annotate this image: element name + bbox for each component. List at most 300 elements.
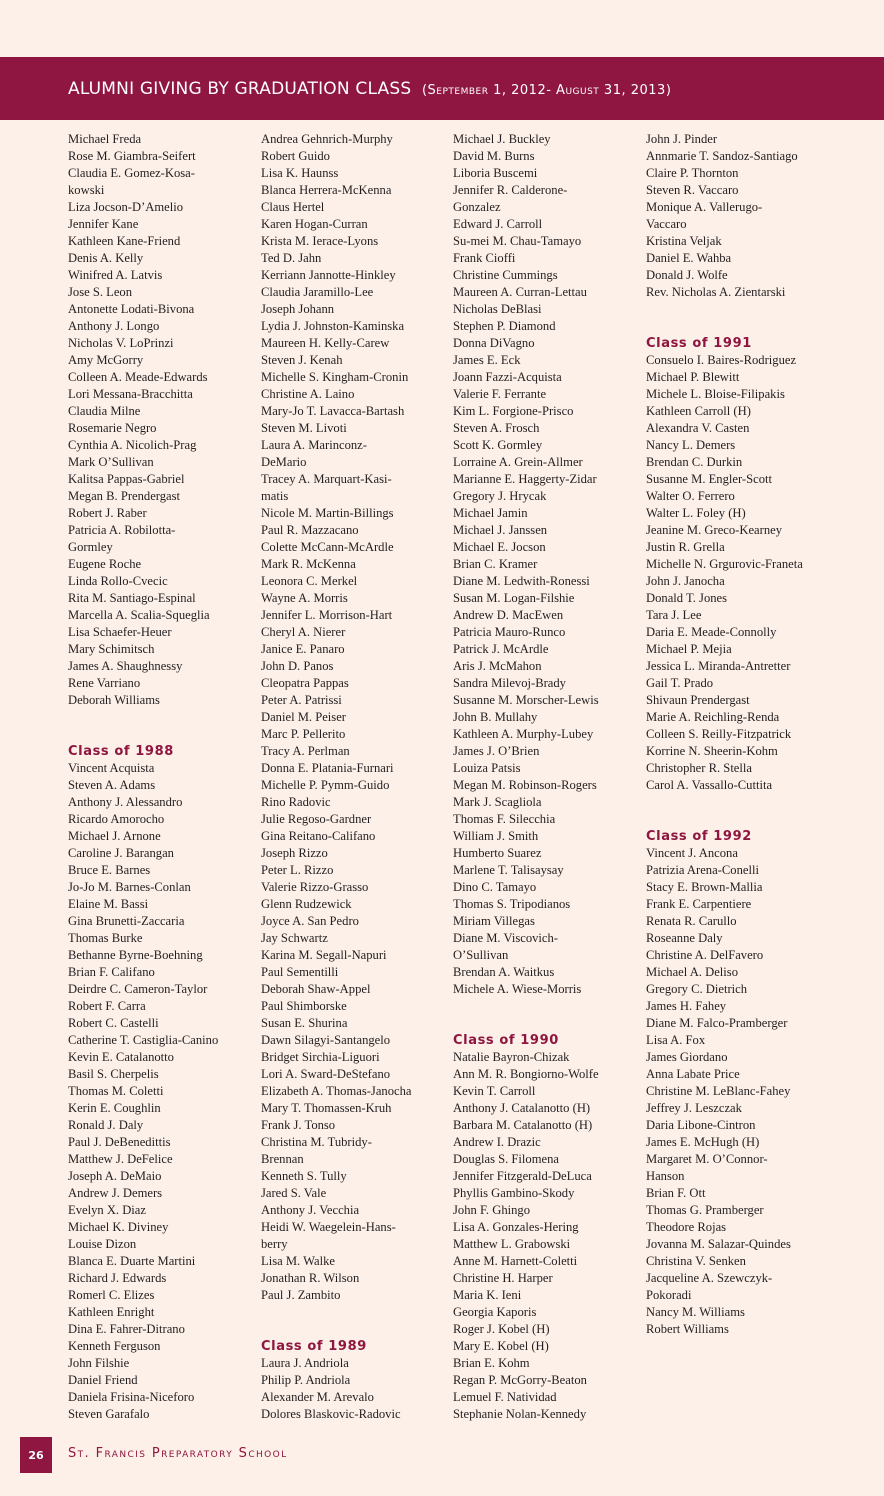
donor-name: Lisa A. Fox bbox=[646, 1033, 706, 1047]
donor-name: Gonzalez bbox=[453, 200, 501, 214]
donor-name: Christine A. Laino bbox=[261, 387, 355, 401]
donor-name: James E. Eck bbox=[453, 353, 521, 367]
donor-name: Annmarie T. Sandoz-Santiago bbox=[646, 149, 798, 163]
donor-name: Lisa A. Gonzales-Hering bbox=[453, 1220, 579, 1234]
donor-name: Nicholas DeBlasi bbox=[453, 302, 542, 316]
donor-name: James J. O’Brien bbox=[453, 744, 540, 758]
donor-name: Andrew J. Demers bbox=[68, 1186, 163, 1200]
donor-name: Lorraine A. Grein-Allmer bbox=[453, 455, 583, 469]
donor-name: Cheryl A. Nierer bbox=[261, 625, 346, 639]
donor-name: Michelle P. Pymm-Guido bbox=[261, 778, 390, 792]
donor-name: Gina Brunetti-Zaccaria bbox=[68, 914, 185, 928]
donor-name: Monique A. Vallerugo- bbox=[646, 200, 763, 214]
donor-name: Kevin E. Catalanotto bbox=[68, 1050, 174, 1064]
donor-name: Christine M. LeBlanc-Fahey bbox=[646, 1084, 791, 1098]
donor-name: Lori Messana-Bracchitta bbox=[68, 387, 193, 401]
donor-name: Jennifer Fitzgerald-DeLuca bbox=[453, 1169, 592, 1183]
donor-name: Patricia A. Robilotta- bbox=[68, 523, 176, 537]
donor-name: Thomas S. Tripodianos bbox=[453, 897, 571, 911]
donor-name: Leonora C. Merkel bbox=[261, 574, 358, 588]
donor-name: Brian F. Califano bbox=[68, 965, 155, 979]
donor-name: Paul Sementilli bbox=[261, 965, 339, 979]
donor-name: Brian F. Ott bbox=[646, 1186, 706, 1200]
donor-name: Mary-Jo T. Lavacca-Bartash bbox=[261, 404, 405, 418]
donor-name: Susan M. Logan-Filshie bbox=[453, 591, 575, 605]
donor-name: Mary E. Kobel (H) bbox=[453, 1339, 549, 1353]
donor-name: Paul J. Zambito bbox=[261, 1288, 341, 1302]
donor-name: Scott K. Gormley bbox=[453, 438, 543, 452]
donor-name: Donald J. Wolfe bbox=[646, 268, 728, 282]
donor-name: Steven R. Vaccaro bbox=[646, 183, 739, 197]
donor-name: Anne M. Harnett-Coletti bbox=[453, 1254, 578, 1268]
donor-name: Denis A. Kelly bbox=[68, 251, 144, 265]
donor-name: Pokoradi bbox=[646, 1288, 692, 1302]
donor-name: Julie Regoso-Gardner bbox=[261, 812, 372, 826]
donor-name: Valerie Rizzo-Grasso bbox=[261, 880, 369, 894]
donor-name: Michael K. Diviney bbox=[68, 1220, 169, 1234]
donor-name: kowski bbox=[68, 183, 105, 197]
donor-name: Kathleen A. Murphy-Lubey bbox=[453, 727, 594, 741]
donor-name: Laura J. Andriola bbox=[261, 1356, 349, 1370]
donor-name: Janice E. Panaro bbox=[261, 642, 345, 656]
donor-name: Anthony J. Longo bbox=[68, 319, 160, 333]
donor-name: Andrew D. MacEwen bbox=[453, 608, 564, 622]
donor-name: Nicholas V. LoPrinzi bbox=[68, 336, 174, 350]
donor-name: Mary T. Thomassen-Kruh bbox=[261, 1101, 392, 1115]
page-number: 26 bbox=[20, 1437, 52, 1473]
column-3 bbox=[453, 131, 638, 1423]
donor-name: Robert F. Carra bbox=[68, 999, 146, 1013]
donor-name: Karina M. Segall-Napuri bbox=[261, 948, 387, 962]
donor-name: John D. Panos bbox=[261, 659, 334, 673]
donor-name: Susanne M. Morscher-Lewis bbox=[453, 693, 599, 707]
donor-name: Jonathan R. Wilson bbox=[261, 1271, 360, 1285]
donor-name: berry bbox=[261, 1237, 288, 1251]
donor-name: Winifred A. Latvis bbox=[68, 268, 163, 282]
donor-name: Bridget Sirchia-Liguori bbox=[261, 1050, 380, 1064]
donor-name: Margaret M. O’Connor- bbox=[646, 1152, 768, 1166]
donor-name: Georgia Kaporis bbox=[453, 1305, 537, 1319]
donor-name: Jay Schwartz bbox=[261, 931, 328, 945]
donor-name: Claudia Milne bbox=[68, 404, 141, 418]
donor-name: Anna Labate Price bbox=[646, 1067, 740, 1081]
donor-name: Natalie Bayron-Chizak bbox=[453, 1050, 570, 1064]
donor-name: Patrizia Arena-Conelli bbox=[646, 863, 759, 877]
donor-name: Robert J. Raber bbox=[68, 506, 147, 520]
donor-name: Gregory J. Hrycak bbox=[453, 489, 547, 503]
donor-name: Michael P. Mejia bbox=[646, 642, 732, 656]
donor-name: Kathleen Enright bbox=[68, 1305, 155, 1319]
donor-name: James E. McHugh (H) bbox=[646, 1135, 760, 1149]
donor-name: Nancy M. Williams bbox=[646, 1305, 745, 1319]
donor-name: Patrick J. McArdle bbox=[453, 642, 549, 656]
donor-name: Carol A. Vassallo-Cuttita bbox=[646, 778, 773, 792]
donor-name: Thomas Burke bbox=[68, 931, 143, 945]
donor-name: Krista M. Ierace-Lyons bbox=[261, 234, 379, 248]
donor-name: Kevin T. Carroll bbox=[453, 1084, 536, 1098]
donor-name: Brendan A. Waitkus bbox=[453, 965, 555, 979]
donor-name: Kathleen Kane-Friend bbox=[68, 234, 181, 248]
donor-name: Frank E. Carpentiere bbox=[646, 897, 752, 911]
donor-name: Glenn Rudzewick bbox=[261, 897, 352, 911]
donor-name: Michael J. Arnone bbox=[68, 829, 161, 843]
donor-name: DeMario bbox=[261, 455, 307, 469]
donor-name: Kenneth Ferguson bbox=[68, 1339, 161, 1353]
donor-name: Robert Guido bbox=[261, 149, 330, 163]
donor-name: Claudia Jaramillo-Lee bbox=[261, 285, 374, 299]
donor-name: Alexander M. Arevalo bbox=[261, 1390, 374, 1404]
title-text: ALUMNI GIVING BY GRADUATION CLASS bbox=[68, 78, 412, 99]
donor-name: Louise Dizon bbox=[68, 1237, 137, 1251]
donor-name: Anthony J. Catalanotto (H) bbox=[453, 1101, 591, 1115]
donor-name: Michael A. Deliso bbox=[646, 965, 738, 979]
donor-name: Cynthia A. Nicolich-Prag bbox=[68, 438, 197, 452]
donor-name: Joseph Johann bbox=[261, 302, 335, 316]
class-heading: Class of 1990 bbox=[453, 1033, 559, 1048]
donor-name: Caroline J. Barangan bbox=[68, 846, 174, 860]
donor-name: Su-mei M. Chau-Tamayo bbox=[453, 234, 582, 248]
donor-name: Daniel Friend bbox=[68, 1373, 138, 1387]
donor-name: Gregory C. Dietrich bbox=[646, 982, 748, 996]
footer-school-name: St. Francis Preparatory School bbox=[68, 1446, 288, 1461]
donor-name: Kerriann Jannotte-Hinkley bbox=[261, 268, 396, 282]
donor-name: Tracey A. Marquart-Kasi- bbox=[261, 472, 392, 486]
donor-name: Phyllis Gambino-Skody bbox=[453, 1186, 575, 1200]
donor-name: Karen Hogan-Curran bbox=[261, 217, 368, 231]
header-band bbox=[0, 57, 884, 120]
donor-name: Donald T. Jones bbox=[646, 591, 728, 605]
donor-name: Liza Jocson-D’Amelio bbox=[68, 200, 184, 214]
donor-name: Kalitsa Pappas-Gabriel bbox=[68, 472, 185, 486]
donor-name: Lori A. Sward-DeStefano bbox=[261, 1067, 391, 1081]
donor-name: James H. Fahey bbox=[646, 999, 727, 1013]
donor-name: Daniel E. Wahba bbox=[646, 251, 732, 265]
donor-name: Marcella A. Scalia-Squeglia bbox=[68, 608, 210, 622]
donor-name: Michelle S. Kingham-Cronin bbox=[261, 370, 409, 384]
donor-name: Blanca Herrera-McKenna bbox=[261, 183, 392, 197]
donor-name: Jennifer L. Morrison-Hart bbox=[261, 608, 393, 622]
donor-name: Deirdre C. Cameron-Taylor bbox=[68, 982, 208, 996]
donor-name: Christina V. Senken bbox=[646, 1254, 746, 1268]
donor-name: Deborah Shaw-Appel bbox=[261, 982, 371, 996]
donor-name: Anthony J. Vecchia bbox=[261, 1203, 360, 1217]
class-heading: Class of 1989 bbox=[261, 1339, 367, 1354]
donor-name: Brennan bbox=[261, 1152, 304, 1166]
donor-name: Christine Cummings bbox=[453, 268, 558, 282]
donor-name: Linda Rollo-Cvecic bbox=[68, 574, 168, 588]
donor-name: Liboria Buscemi bbox=[453, 166, 538, 180]
donor-name: Lemuel F. Natividad bbox=[453, 1390, 557, 1404]
donor-name: Gina Reitano-Califano bbox=[261, 829, 376, 843]
donor-name: Rino Radovic bbox=[261, 795, 331, 809]
donor-name: Shivaun Prendergast bbox=[646, 693, 750, 707]
donor-name: Matthew L. Grabowski bbox=[453, 1237, 571, 1251]
donor-name: Douglas S. Filomena bbox=[453, 1152, 559, 1166]
donor-name: Renata R. Carullo bbox=[646, 914, 737, 928]
donor-name: John J. Pinder bbox=[646, 132, 718, 146]
donor-name: James Giordano bbox=[646, 1050, 728, 1064]
section-spacer bbox=[646, 794, 831, 828]
donor-name: Thomas M. Coletti bbox=[68, 1084, 164, 1098]
donor-name: Christina M. Tubridy- bbox=[261, 1135, 372, 1149]
donor-name: Louiza Patsis bbox=[453, 761, 521, 775]
donor-name: Steven A. Frosch bbox=[453, 421, 540, 435]
donor-name: Michelle N. Grgurovic-Franeta bbox=[646, 557, 803, 571]
donor-name: Jennifer R. Calderone- bbox=[453, 183, 568, 197]
donor-name: Sandra Milevoj-Brady bbox=[453, 676, 566, 690]
donor-name: Gail T. Prado bbox=[646, 676, 714, 690]
donor-name: Christine A. DelFavero bbox=[646, 948, 764, 962]
donor-name: Diane M. Viscovich- bbox=[453, 931, 558, 945]
donor-name: Susan E. Shurina bbox=[261, 1016, 348, 1030]
donor-name: Lisa M. Walke bbox=[261, 1254, 335, 1268]
donor-name: Bruce E. Barnes bbox=[68, 863, 151, 877]
donor-name: Walter L. Foley (H) bbox=[646, 506, 746, 520]
donor-name: Marie A. Reichling-Renda bbox=[646, 710, 780, 724]
donor-name: Maria K. Ieni bbox=[453, 1288, 522, 1302]
donor-name: Donna E. Platania-Furnari bbox=[261, 761, 394, 775]
donor-name: Philip P. Andriola bbox=[261, 1373, 351, 1387]
donor-name: Jeanine M. Greco-Kearney bbox=[646, 523, 783, 537]
donor-name: Wayne A. Morris bbox=[261, 591, 348, 605]
donor-name: Christine H. Harper bbox=[453, 1271, 553, 1285]
donor-name: Susanne M. Engler-Scott bbox=[646, 472, 773, 486]
donor-name: Colleen S. Reilly-Fitzpatrick bbox=[646, 727, 792, 741]
donor-name: Lisa Schaefer-Heuer bbox=[68, 625, 172, 639]
donor-name: Aris J. McMahon bbox=[453, 659, 542, 673]
donor-name: Anthony J. Alessandro bbox=[68, 795, 183, 809]
donor-name: Andrew I. Drazic bbox=[453, 1135, 541, 1149]
donor-name: Alexandra V. Casten bbox=[646, 421, 750, 435]
donor-name: Eugene Roche bbox=[68, 557, 142, 571]
donor-name: Dina E. Fahrer-Ditrano bbox=[68, 1322, 185, 1336]
column-2 bbox=[261, 131, 446, 1423]
donor-name: Catherine T. Castiglia-Canino bbox=[68, 1033, 219, 1047]
donor-name: Michael J. Janssen bbox=[453, 523, 548, 537]
donor-name: Dino C. Tamayo bbox=[453, 880, 537, 894]
donor-name: Gormley bbox=[68, 540, 113, 554]
donor-name: Peter L. Rizzo bbox=[261, 863, 334, 877]
section-spacer bbox=[646, 301, 831, 335]
donor-name: Diane M. Ledwith-Ronessi bbox=[453, 574, 590, 588]
donor-name: Mark R. McKenna bbox=[261, 557, 356, 571]
donor-name: William J. Smith bbox=[453, 829, 539, 843]
section-spacer bbox=[261, 1304, 446, 1338]
donor-name: Roseanne Daly bbox=[646, 931, 723, 945]
donor-name: Daria Libone-Cintron bbox=[646, 1118, 756, 1132]
donor-name: Daria E. Meade-Connolly bbox=[646, 625, 777, 639]
donor-name: Megan M. Robinson-Rogers bbox=[453, 778, 597, 792]
donor-name: Miriam Villegas bbox=[453, 914, 535, 928]
donor-name: Patricia Mauro-Runco bbox=[453, 625, 566, 639]
donor-name: Claudia E. Gomez-Kosa- bbox=[68, 166, 195, 180]
donor-name: John F. Ghingo bbox=[453, 1203, 531, 1217]
donor-name: Tara J. Lee bbox=[646, 608, 702, 622]
donor-name: Dawn Silagyi-Santangelo bbox=[261, 1033, 391, 1047]
donor-name: Jose S. Leon bbox=[68, 285, 133, 299]
donor-name: Michele L. Bloise-Filipakis bbox=[646, 387, 785, 401]
donor-name: Michael Freda bbox=[68, 132, 142, 146]
donor-name: Joann Fazzi-Acquista bbox=[453, 370, 562, 384]
donor-name: Michael P. Blewitt bbox=[646, 370, 740, 384]
donor-name: Jeffrey J. Leszczak bbox=[646, 1101, 742, 1115]
donor-name: Joyce A. San Pedro bbox=[261, 914, 359, 928]
donor-name: Barbara M. Catalanotto (H) bbox=[453, 1118, 593, 1132]
donor-name: Jared S. Vale bbox=[261, 1186, 327, 1200]
donor-name: Vincent Acquista bbox=[68, 761, 155, 775]
donor-name: Mark O’Sullivan bbox=[68, 455, 154, 469]
donor-name: Daniel M. Peiser bbox=[261, 710, 346, 724]
donor-name: John J. Janocha bbox=[646, 574, 725, 588]
donor-name: Jessica L. Miranda-Antretter bbox=[646, 659, 791, 673]
donor-name: Kerin E. Coughlin bbox=[68, 1101, 161, 1115]
donor-name: Peter A. Patrissi bbox=[261, 693, 342, 707]
class-heading: Class of 1992 bbox=[646, 829, 752, 844]
donor-name: Hanson bbox=[646, 1169, 685, 1183]
donor-name: Evelyn X. Diaz bbox=[68, 1203, 146, 1217]
donor-name: Colette McCann-McArdle bbox=[261, 540, 394, 554]
donor-name: Consuelo I. Baires-Rodriguez bbox=[646, 353, 797, 367]
column-4 bbox=[646, 131, 831, 1338]
donor-name: Rose M. Giambra-Seifert bbox=[68, 149, 196, 163]
donor-name: Marlene T. Talisaysay bbox=[453, 863, 564, 877]
donor-name: Kenneth S. Tully bbox=[261, 1169, 347, 1183]
donor-name: Regan P. McGorry-Beaton bbox=[453, 1373, 587, 1387]
donor-name: Claus Hertel bbox=[261, 200, 325, 214]
donor-name: Brian C. Kramer bbox=[453, 557, 538, 571]
donor-name: Megan B. Prendergast bbox=[68, 489, 181, 503]
column-1 bbox=[68, 131, 253, 1423]
donor-name: Michael J. Buckley bbox=[453, 132, 551, 146]
donor-name: Ted D. Jahn bbox=[261, 251, 322, 265]
section-spacer bbox=[453, 998, 638, 1032]
donor-name: Walter O. Ferrero bbox=[646, 489, 735, 503]
donor-name: James A. Shaughnessy bbox=[68, 659, 183, 673]
class-heading: Class of 1988 bbox=[68, 744, 174, 759]
donor-name: Kristina Veljak bbox=[646, 234, 722, 248]
class-heading: Class of 1991 bbox=[646, 336, 752, 351]
donor-name: Justin R. Grella bbox=[646, 540, 725, 554]
donor-name: Basil S. Cherpelis bbox=[68, 1067, 159, 1081]
donor-name: Lisa K. Haunss bbox=[261, 166, 339, 180]
donor-name: Paul Shimborske bbox=[261, 999, 347, 1013]
donor-name: Michael Jamin bbox=[453, 506, 528, 520]
donor-name: Steven Garafalo bbox=[68, 1407, 150, 1421]
donor-name: Steven A. Adams bbox=[68, 778, 156, 792]
donor-name: Steven M. Livoti bbox=[261, 421, 347, 435]
donor-name: Paul J. DeBenedittis bbox=[68, 1135, 171, 1149]
donor-name: O’Sullivan bbox=[453, 948, 509, 962]
donor-name: Paul R. Mazzacano bbox=[261, 523, 359, 537]
donor-name: Michele A. Wiese-Morris bbox=[453, 982, 582, 996]
donor-name: Rene Varriano bbox=[68, 676, 141, 690]
donor-name: Kathleen Carroll (H) bbox=[646, 404, 751, 418]
donor-name: Jo-Jo M. Barnes-Conlan bbox=[68, 880, 191, 894]
donor-name: Claire P. Thornton bbox=[646, 166, 739, 180]
donor-name: Michael E. Jocson bbox=[453, 540, 546, 554]
donor-name: John B. Mullahy bbox=[453, 710, 538, 724]
donor-name: Deborah Williams bbox=[68, 693, 160, 707]
donor-name: Edward J. Carroll bbox=[453, 217, 543, 231]
donor-name: Thomas G. Pramberger bbox=[646, 1203, 764, 1217]
date-range: (September 1, 2012- August 31, 2013) bbox=[421, 82, 672, 98]
donor-name: John Filshie bbox=[68, 1356, 130, 1370]
donor-name: Tracy A. Perlman bbox=[261, 744, 350, 758]
donor-name: Donna DiVagno bbox=[453, 336, 535, 350]
donor-name: Bethanne Byrne-Boehning bbox=[68, 948, 203, 962]
donor-name: Laura A. Marinconz- bbox=[261, 438, 367, 452]
donor-name: Ann M. R. Bongiorno-Wolfe bbox=[453, 1067, 599, 1081]
donor-name: Marianne E. Haggerty-Zidar bbox=[453, 472, 597, 486]
page-title bbox=[68, 79, 671, 99]
donor-name: Joseph Rizzo bbox=[261, 846, 328, 860]
donor-name: Daniela Frisina-Niceforo bbox=[68, 1390, 195, 1404]
donor-name: Frank Cioffi bbox=[453, 251, 516, 265]
donor-name: Stephen P. Diamond bbox=[453, 319, 556, 333]
donor-name: Mary Schimitsch bbox=[68, 642, 155, 656]
donor-name: Romerl C. Elizes bbox=[68, 1288, 155, 1302]
donor-name: Cleopatra Pappas bbox=[261, 676, 349, 690]
donor-name: Lydia J. Johnston-Kaminska bbox=[261, 319, 405, 333]
donor-name: Rita M. Santiago-Espinal bbox=[68, 591, 196, 605]
donor-name: Elaine M. Bassi bbox=[68, 897, 149, 911]
donor-name: matis bbox=[261, 489, 289, 503]
donor-name: Amy McGorry bbox=[68, 353, 144, 367]
donor-name: Maureen H. Kelly-Carew bbox=[261, 336, 390, 350]
donor-name: Vincent J. Ancona bbox=[646, 846, 738, 860]
donor-name: Vaccaro bbox=[646, 217, 687, 231]
donor-name: Theodore Rojas bbox=[646, 1220, 727, 1234]
donor-name: Robert C. Castelli bbox=[68, 1016, 159, 1030]
donor-name: Richard J. Edwards bbox=[68, 1271, 167, 1285]
donor-name: Andrea Gehnrich-Murphy bbox=[261, 132, 393, 146]
donor-name: Mark J. Scagliola bbox=[453, 795, 542, 809]
donor-name: Ricardo Amorocho bbox=[68, 812, 165, 826]
donor-name: Valerie F. Ferrante bbox=[453, 387, 547, 401]
donor-name: Maureen A. Curran-Lettau bbox=[453, 285, 587, 299]
donor-name: Colleen A. Meade-Edwards bbox=[68, 370, 208, 384]
donor-name: Robert Williams bbox=[646, 1322, 729, 1336]
donor-name: Rev. Nicholas A. Zientarski bbox=[646, 285, 786, 299]
donor-name: Dolores Blaskovic-Radovic bbox=[261, 1407, 401, 1421]
donor-name: David M. Burns bbox=[453, 149, 535, 163]
donor-name: Matthew J. DeFelice bbox=[68, 1152, 173, 1166]
donor-name: Heidi W. Waegelein-Hans- bbox=[261, 1220, 396, 1234]
donor-name: Marc P. Pellerito bbox=[261, 727, 346, 741]
donor-name: Stephanie Nolan-Kennedy bbox=[453, 1407, 587, 1421]
donor-name: Roger J. Kobel (H) bbox=[453, 1322, 550, 1336]
donor-name: Joseph A. DeMaio bbox=[68, 1169, 162, 1183]
donor-name: Diane M. Falco-Pramberger bbox=[646, 1016, 788, 1030]
donor-name: Nicole M. Martin-Billings bbox=[261, 506, 394, 520]
donor-name: Kim L. Forgione-Prisco bbox=[453, 404, 574, 418]
donor-name: Korrine N. Sheerin-Kohm bbox=[646, 744, 778, 758]
donor-name: Stacy E. Brown-Mallia bbox=[646, 880, 763, 894]
donor-name: Blanca E. Duarte Martini bbox=[68, 1254, 196, 1268]
donor-name: Elizabeth A. Thomas-Janocha bbox=[261, 1084, 412, 1098]
donor-name: Rosemarie Negro bbox=[68, 421, 157, 435]
donor-name: Nancy L. Demers bbox=[646, 438, 736, 452]
donor-name: Jovanna M. Salazar-Quindes bbox=[646, 1237, 791, 1251]
donor-name: Thomas F. Silecchia bbox=[453, 812, 556, 826]
donor-name: Antonette Lodati-Bivona bbox=[68, 302, 195, 316]
donor-name: Steven J. Kenah bbox=[261, 353, 343, 367]
section-spacer bbox=[68, 709, 253, 743]
donor-name: Brian E. Kohm bbox=[453, 1356, 530, 1370]
donor-name: Brendan C. Durkin bbox=[646, 455, 743, 469]
donor-name: Jennifer Kane bbox=[68, 217, 139, 231]
donor-name: Christopher R. Stella bbox=[646, 761, 752, 775]
